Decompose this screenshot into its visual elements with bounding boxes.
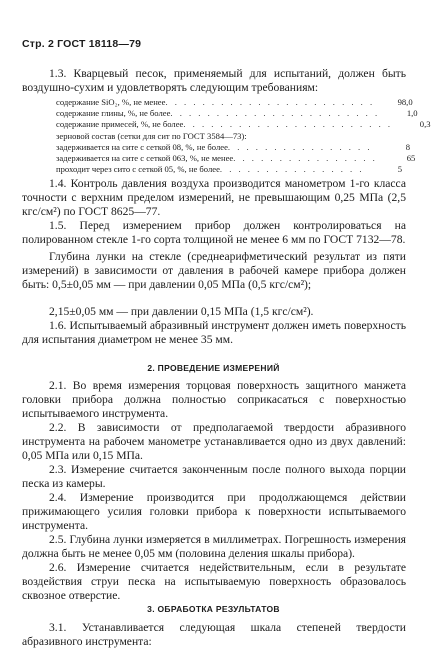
paragraph-3-1: 3.1. Устанавливается следующая шкала степеней твердости абразивного инструмента:	[22, 621, 406, 649]
sand-requirements-list	[56, 97, 431, 175]
paragraph-2-6: 2.6. Измерение считается недействительным, если в результате воздействия струи песка на испытываемую поверхность образовалось сквозное отверстие.	[22, 561, 406, 603]
paragraph-2-4: 2.4. Измерение производится при продолжающемся действии прижимающего усилия головки прибора к поверхности испытываемого инструмента.	[22, 491, 406, 533]
paragraph-1-5: 1.5. Перед измерением прибор должен контролироваться на полированном стекле 1-го сорта толщиной не менее 6 мм по ГОСТ 7132—78.	[22, 219, 406, 247]
paragraph-1-4: 1.4. Контроль давления воздуха производится манометром 1-го класса точности с верхним пределом измерений, не превышающим 0,25 МПа (2,5 кгс/см²) по ГОСТ 8625—77.	[22, 177, 406, 219]
spec-row: задерживается на сите с сеткой 063, %, не менее . . . . . . . . . . . . . . . . 65	[56, 152, 416, 163]
section-3-heading: 3. ОБРАБОТКА РЕЗУЛЬТАТОВ	[147, 604, 280, 614]
paragraph-2-5: 2.5. Глубина лунки измеряется в миллиметрах. Погрешность измерения должна быть не менее 0,05 мм (половина деления шкалы прибора).	[22, 533, 406, 561]
paragraph-depth-2: 2,15±0,05 мм — при давлении 0,15 МПа (1,5 кгс/см²).	[49, 305, 314, 318]
paragraph-depth: Глубина лунки на стекле (среднеарифметический результат из пяти измерений) в зависимости от давления в рабочей камере прибора должен быть: 0,5±0,05 мм — при давлении 0,05 МПа (0,5 кгс/см²);	[22, 250, 406, 292]
page-header: Стр. 2 ГОСТ 18118—79	[22, 38, 142, 50]
paragraph-2-3: 2.3. Измерение считается законченным после полного выхода порции песка из камеры.	[22, 463, 406, 491]
paragraph-2-2: 2.2. В зависимости от предполагаемой твердости абразивного инструмента на рабочем манометре устанавливается одно из двух давлений: 0,05 МПа или 0,15 МПа.	[22, 421, 406, 463]
paragraph-1-6: 1.6. Испытываемый абразивный инструмент должен иметь поверхность для испытания диаметром не менее 35 мм.	[22, 319, 406, 347]
spec-row: содержание примесей, %, не более . . . . . . . . . . . . . . . . . . . . . . . 0,3	[56, 119, 431, 130]
spec-row: проходит через сито с сеткой 05, %, не более . . . . . . . . . . . . . . . . 5	[56, 164, 402, 175]
paragraph-1-3: 1.3. Кварцевый песок, применяемый для испытаний, должен быть воздушно-сухим и удовлетворять следующим требованиям:	[22, 67, 406, 95]
spec-row: содержание SiO₂, %, не менее . . . . . . . . . . . . . . . . . . . . . . . 98,0	[56, 97, 413, 107]
spec-row: зерновой состав (сетки для сит по ГОСТ 3584—73):	[56, 130, 247, 141]
spec-row: содержание глины, %, не более . . . . . . . . . . . . . . . . . . . . . . . 1,0	[56, 108, 418, 119]
spec-row: задерживается на сите с сеткой 08, %, не более . . . . . . . . . . . . . . . . 8	[56, 141, 410, 152]
section-2-heading: 2. ПРОВЕДЕНИЕ ИЗМЕРЕНИЙ	[147, 363, 280, 373]
paragraph-2-1: 2.1. Во время измерения торцовая поверхность защитного манжета головки прибора должна полностью соприкасаться с поверхностью испытываемого инструмента.	[22, 379, 406, 421]
